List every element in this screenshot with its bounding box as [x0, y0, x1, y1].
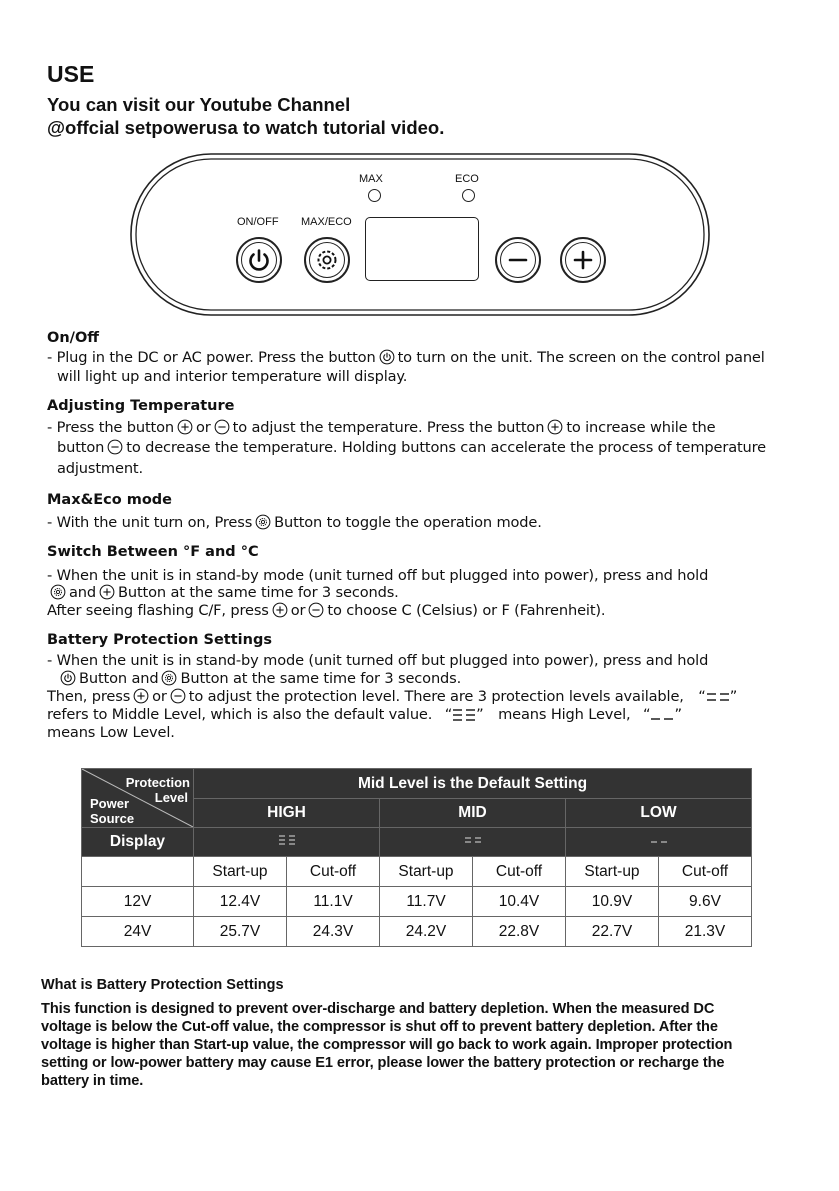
table-cell: 21.3V [659, 917, 752, 947]
minus-icon [107, 439, 123, 455]
table-banner: Mid Level is the Default Setting [194, 769, 752, 799]
what-line-1: This function is designed to prevent over-discharge and battery depletion. When the measured DC [41, 1001, 715, 1017]
table-cell: 24.2V [380, 917, 473, 947]
onoff-button-label: ON/OFF [237, 216, 279, 228]
table-cell: 11.7V [380, 887, 473, 917]
power-icon [379, 349, 395, 365]
gear-button-icon [304, 237, 350, 283]
table-cell: 10.4V [473, 887, 566, 917]
table-cell: 22.7V [566, 917, 659, 947]
gear-icon [255, 514, 271, 530]
level-header-high: HIGH [194, 799, 380, 828]
switch-line-3: After seeing flashing C/F, press or to choose C (Celsius) or F (Fahrenheit). [47, 602, 606, 619]
adjust-line-2: button to decrease the temperature. Holding buttons can accelerate the process of temperature [57, 439, 767, 456]
onoff-heading: On/Off [47, 330, 100, 346]
battery-line-3: Then, press or to adjust the protection level. There are 3 protection levels available, “ ” [47, 688, 738, 705]
control-panel-diagram [130, 153, 710, 316]
table-cell: 10.9V [566, 887, 659, 917]
table-cell: 12V [82, 887, 194, 917]
eco-indicator-label: ECO [455, 173, 479, 185]
battery-protection-table [81, 768, 752, 947]
subheader-startup-low: Start-up [566, 857, 659, 887]
table-cell: 25.7V [194, 917, 287, 947]
switch-heading: Switch Between °F and °C [47, 544, 259, 560]
gear-icon [50, 584, 66, 600]
what-line-2: voltage is below the Cut-off value, the compressor is shut off to prevent battery depletion. After the [41, 1019, 718, 1035]
battery-line-1: - When the unit is in stand-by mode (unit turned off but plugged into power), press and hold [47, 652, 709, 669]
plus-icon [133, 688, 149, 704]
maxeco-heading: Max&Eco mode [47, 492, 173, 508]
table-cell: 11.1V [287, 887, 380, 917]
table-cell: 12.4V [194, 887, 287, 917]
subheader-startup-high: Start-up [194, 857, 287, 887]
table-row [82, 887, 752, 917]
what-line-5: battery in time. [41, 1073, 144, 1089]
power-button-icon [236, 237, 282, 283]
gear-icon [161, 670, 177, 686]
what-line-4: setting or low-power battery may cause E1 error, please lower the battery protection or recharge the [41, 1055, 725, 1071]
max-indicator-light [368, 189, 381, 202]
subtitle-line-1: You can visit our Youtube Channel [47, 94, 351, 115]
onoff-line-2: will light up and interior temperature will display. [57, 368, 408, 385]
display-label: Display [82, 828, 194, 857]
power-icon [60, 670, 76, 686]
max-indicator-label: MAX [359, 173, 383, 185]
battery-line-5: means Low Level. [47, 724, 175, 741]
plus-button-icon [560, 237, 606, 283]
table-cell: 24.3V [287, 917, 380, 947]
plus-icon [99, 584, 115, 600]
what-heading: What is Battery Protection Settings [41, 977, 284, 993]
what-line-3: voltage is higher than Start-up value, the compressor will go back to work again. Improper protection [41, 1037, 733, 1053]
table-corner-cell: Protection Level Power Source [82, 769, 194, 828]
minus-icon [214, 419, 230, 435]
battery-heading: Battery Protection Settings [47, 632, 272, 648]
maxeco-button-label: MAX/ECO [301, 216, 352, 228]
onoff-line-1: - Plug in the DC or AC power. Press the button to turn on the unit. The screen on the control panel [47, 349, 765, 366]
table-cell: 9.6V [659, 887, 752, 917]
adjust-line-1: - Press the button or to adjust the temperature. Press the button to increase while the [47, 419, 716, 436]
table-cell [82, 857, 194, 887]
mid-level-symbol [706, 691, 730, 703]
plus-icon [272, 602, 288, 618]
level-header-low: LOW [566, 799, 752, 828]
table-cell: 24V [82, 917, 194, 947]
display-screen [365, 217, 479, 281]
minus-button-icon [495, 237, 541, 283]
subheader-cutoff-high: Cut-off [287, 857, 380, 887]
subheader-cutoff-low: Cut-off [659, 857, 752, 887]
minus-icon [308, 602, 324, 618]
battery-line-2: Button and Button at the same time for 3 seconds. [57, 670, 461, 687]
eco-indicator-light [462, 189, 475, 202]
display-high-symbol [194, 828, 380, 857]
minus-icon [170, 688, 186, 704]
subheader-startup-mid: Start-up [380, 857, 473, 887]
switch-line-2: and Button at the same time for 3 seconds. [47, 584, 399, 601]
subtitle-line-2: @offcial setpowerusa to watch tutorial video. [47, 117, 445, 138]
display-low-symbol [566, 828, 752, 857]
battery-line-4: refers to Middle Level, which is also the default value. “ ” means High Level, “ ” [47, 706, 682, 723]
table-cell: 22.8V [473, 917, 566, 947]
plus-icon [547, 419, 563, 435]
adjust-heading: Adjusting Temperature [47, 398, 235, 414]
subheader-cutoff-mid: Cut-off [473, 857, 566, 887]
maxeco-line-1: - With the unit turn on, Press Button to toggle the operation mode. [47, 514, 542, 531]
adjust-line-3: adjustment. [57, 460, 143, 477]
switch-line-1: - When the unit is in stand-by mode (unit turned off but plugged into power), press and hold [47, 567, 709, 584]
page-title: USE [47, 61, 95, 87]
level-header-mid: MID [380, 799, 566, 828]
table-row [82, 917, 752, 947]
plus-icon [177, 419, 193, 435]
display-mid-symbol [380, 828, 566, 857]
low-level-symbol [650, 708, 674, 722]
high-level-symbol [452, 708, 476, 722]
